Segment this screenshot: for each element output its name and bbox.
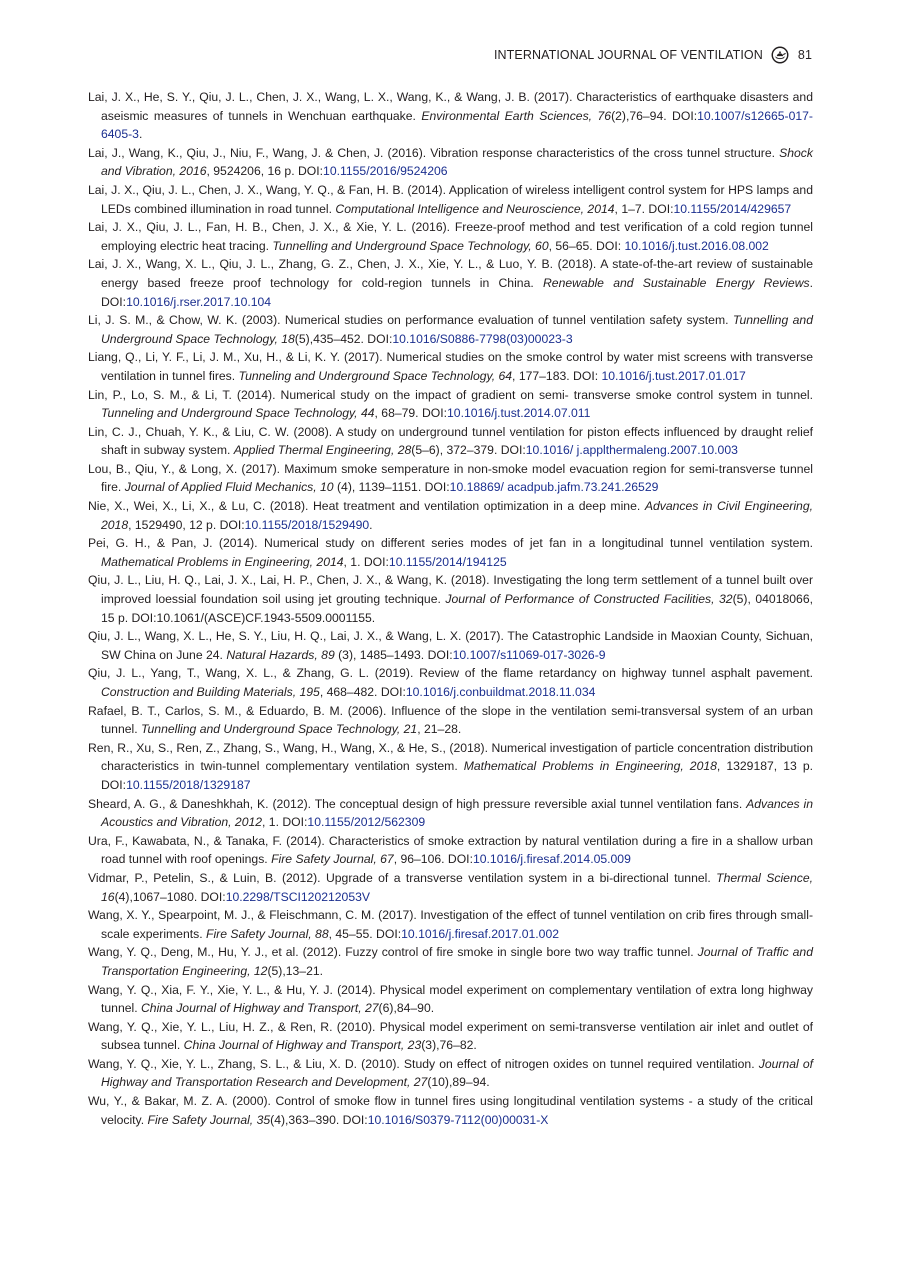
reference-text: , 1–7. DOI: xyxy=(614,201,674,216)
reference-text: , 56–65. DOI: xyxy=(548,238,625,253)
reference-text: , 177–183. DOI: xyxy=(512,368,602,383)
reference-list xyxy=(88,88,813,1129)
journal-name: Journal of Performance of Constructed Facilities, 32 xyxy=(445,592,733,607)
journal-name: Thermal Science, 16 xyxy=(101,870,813,904)
reference-entry xyxy=(88,981,813,1018)
reference-entry xyxy=(88,943,813,980)
reference-text: Ura, F., Kawabata, N., & Tanaka, F. (2014). Characteristics of smoke extraction by natural ventilation during a fire in a shallow urban road tunnel with roof openings. xyxy=(88,833,813,867)
doi-link[interactable]: 10.1155/2012/562309 xyxy=(307,815,426,830)
doi-link[interactable]: 10.1016/j.rser.2017.10.104 xyxy=(126,294,272,309)
reference-entry xyxy=(88,795,813,832)
journal-name: Renewable and Sustainable Energy Reviews xyxy=(542,275,810,290)
doi-link[interactable]: 10.1016/j.conbuildmat.2018.11.034 xyxy=(405,685,596,699)
reference-text: (4),1067–1080. DOI: xyxy=(114,889,226,904)
journal-name: Computational Intelligence and Neuroscience, 2014 xyxy=(335,201,615,216)
reference-text: , 468–482. DOI: xyxy=(319,685,406,699)
reference-text: (4), 1139–1151. DOI: xyxy=(333,480,450,495)
reference-entry xyxy=(88,832,813,869)
reference-entry xyxy=(88,423,813,460)
reference-text: (5), 04018066, 15 p. DOI:10.1061/(ASCE)CF.1943-5509.0001155. xyxy=(101,592,813,625)
journal-name: Fire Safety Journal, 67 xyxy=(271,852,394,867)
reference-text: Sheard, A. G., & Daneshkhah, K. (2012). The conceptual design of high pressure reversible axial tunnel ventilation fans. xyxy=(88,796,747,811)
reference-text: Lai, J., Wang, K., Qiu, J., Niu, F., Wang, J. & Chen, J. (2016). Vibration response characteristics of the cross tunnel structure. xyxy=(88,145,780,160)
journal-name: Tunneling and Underground Space Technology, 64 xyxy=(238,368,513,383)
doi-link[interactable]: 10.1155/2018/1529490 xyxy=(244,517,370,532)
reference-text: Lai, J. X., Wang, X. L., Qiu, J. L., Zhang, G. Z., Chen, J. X., Xie, Y. L., & Luo, Y. B. (2018). A state-of-the-art review of sustainable energy based freeze proof technology for cold-region tunnels in China. xyxy=(88,257,813,290)
reference-text: Pei, G. H., & Pan, J. (2014). Numerical study on different series modes of jet fan in a longitudinal tunnel ventilation system. xyxy=(88,536,813,551)
journal-name: Tunnelling and Underground Space Technology, 18 xyxy=(101,313,813,346)
doi-link[interactable]: 10.1016/j.firesaf.2017.01.002 xyxy=(401,926,560,941)
reference-text: Lin, C. J., Chuah, Y. K., & Liu, C. W. (2008). A study on underground tunnel ventilation for piston effects influenced by draught relief shaft in subway system. xyxy=(88,424,813,458)
reference-entry xyxy=(88,88,813,144)
reference-text: (10),89–94. xyxy=(427,1075,490,1090)
journal-name: Natural Hazards, 89 xyxy=(226,647,335,662)
doi-link[interactable]: 10.1016/j.tust.2016.08.002 xyxy=(624,238,769,253)
reference-entry xyxy=(88,534,813,571)
reference-entry xyxy=(88,571,813,627)
reference-text: , 45–55. DOI: xyxy=(328,926,402,941)
journal-name: Mathematical Problems in Engineering, 2014 xyxy=(101,554,344,569)
reference-text: Wang, Y. Q., Xie, Y. L., Zhang, S. L., & Liu, X. D. (2010). Study on effect of nitrogen oxides on tunnel required ventilation. xyxy=(88,1056,759,1071)
journal-name: Environmental Earth Sciences, 76 xyxy=(421,108,612,123)
reference-entry xyxy=(88,218,813,255)
reference-text: Rafael, B. T., Carlos, S. M., & Eduardo, B. M. (2006). Influence of the slope in the ventilation semi-transversal system of an urban tunnel. xyxy=(88,703,813,737)
reference-text: (3),76–82. xyxy=(421,1038,477,1053)
reference-text: . xyxy=(138,127,143,142)
doi-link[interactable]: 10.1016/S0886-7798(03)00023-3 xyxy=(392,331,573,346)
doi-link[interactable]: 10.1016/ j.applthermaleng.2007.10.003 xyxy=(525,443,738,458)
reference-text: Wang, Y. Q., Deng, M., Hu, Y. J., et al. (2012). Fuzzy control of fire smoke in single bore two way traffic tunnel. xyxy=(88,945,698,960)
reference-text: Qiu, J. L., Yang, T., Wang, X. L., & Zhang, G. L. (2019). Review of the flame retardancy on highway tunnel asphalt pavement. xyxy=(88,666,813,681)
reference-entry xyxy=(88,386,813,423)
reference-text: (5),435–452. DOI: xyxy=(294,331,393,346)
reference-text: (5),13–21. xyxy=(267,963,324,978)
reference-text: Lai, J. X., He, S. Y., Qiu, J. L., Chen, J. X., Wang, L. X., Wang, K., & Wang, J. B. (2017). Characteristics of earthquake disasters and aseismic measures of tunnels in Wenchuan earthquake. xyxy=(88,90,813,123)
journal-name: Journal of Applied Fluid Mechanics, 10 xyxy=(124,480,334,495)
reference-text: (2),76–94. DOI: xyxy=(611,108,698,123)
reference-text: Qiu, J. L., Liu, H. Q., Lai, J. X., Lai, H. P., Chen, J. X., & Wang, K. (2018). Investigating the long term settlement of a tunnel built over improved loessial foundation soil using jet grouting technique. xyxy=(88,573,813,607)
doi-link[interactable]: 10.1007/s12665-017-6405-3 xyxy=(101,108,813,142)
reference-text: Wang, Y. Q., Xia, F. Y., Xie, Y. L., & Hu, Y. J. (2014). Physical model experiment on complementary ventilation of extra long highway tunnel. xyxy=(88,982,813,1016)
journal-name: Journal of Traffic and Transportation Engineering, 12 xyxy=(101,945,813,978)
reference-text: Liang, Q., Li, Y. F., Li, J. M., Xu, H., & Li, K. Y. (2017). Numerical studies on the smoke control by water mist screens with transverse ventilation in tunnel fires. xyxy=(88,350,813,383)
doi-link[interactable]: 10.1016/S0379-7112(00)00031-X xyxy=(367,1112,549,1127)
reference-entry xyxy=(88,906,813,943)
journal-name: Tunnelling and Underground Space Technology, 60 xyxy=(272,238,549,253)
reference-text: (4),363–390. DOI: xyxy=(270,1112,368,1127)
doi-link[interactable]: 10.1155/2014/429657 xyxy=(673,201,792,216)
journal-name: Applied Thermal Engineering, 28 xyxy=(233,443,412,458)
reference-text: Ren, R., Xu, S., Ren, Z., Zhang, S., Wang, H., Wang, X., & He, S., (2018). Numerical investigation of particle concentration distribution characteristics in twin-tunnel complementary ventilation system. xyxy=(88,740,813,774)
reference-entry xyxy=(88,702,813,739)
reference-text: Wang, X. Y., Spearpoint, M. J., & Fleischmann, C. M. (2017). Investigation of the effect of tunnel ventilation on crib fires through small-scale experiments. xyxy=(88,908,813,941)
reference-text: . DOI: xyxy=(101,275,813,309)
journal-name: Advances in Civil Engineering, 2018 xyxy=(101,499,813,532)
reference-text: Qiu, J. L., Wang, X. L., He, S. Y., Liu, H. Q., Lai, J. X., & Wang, L. X. (2017). The Catastrophic Landside in Maoxian County, Sichuan, SW China on June 24. xyxy=(88,629,813,662)
doi-link[interactable]: 10.1155/2014/194125 xyxy=(388,554,507,569)
reference-text: , 96–106. DOI: xyxy=(393,852,473,867)
reference-entry xyxy=(88,181,813,218)
doi-link[interactable]: 10.1155/2016/9524206 xyxy=(323,164,448,179)
reference-text: , 1329187, 13 p. DOI: xyxy=(101,759,813,792)
running-header xyxy=(494,46,812,64)
reference-text: Li, J. S. M., & Chow, W. K. (2003). Numerical studies on performance evaluation of tunnel ventilation safety system. xyxy=(88,313,733,328)
reference-text: , 1529490, 12 p. DOI: xyxy=(128,517,245,532)
reference-entry xyxy=(88,497,813,534)
reference-text: , 1. DOI: xyxy=(262,815,308,830)
reference-text: Nie, X., Wei, X., Li, X., & Lu, C. (2018). Heat treatment and ventilation optimization in a deep mine. xyxy=(88,499,645,514)
reference-text: Wang, Y. Q., Xie, Y. L., Liu, H. Z., & Ren, R. (2010). Physical model experiment on semi-transverse ventilation air inlet and outlet of subsea tunnel. xyxy=(88,1019,813,1053)
journal-name: Journal of Highway and Transportation Research and Development, 27 xyxy=(101,1056,813,1090)
reference-entry xyxy=(88,348,813,385)
reference-entry xyxy=(88,1018,813,1055)
journal-name: Advances in Acoustics and Vibration, 2012 xyxy=(101,796,813,830)
reference-text: (5–6), 372–379. DOI: xyxy=(411,443,526,458)
journal-name: Fire Safety Journal, 88 xyxy=(206,926,329,941)
journal-name: Shock and Vibration, 2016 xyxy=(101,145,813,179)
page-number: 81 xyxy=(797,48,812,62)
reference-entry xyxy=(88,1055,813,1092)
reference-text: Wu, Y., & Bakar, M. Z. A. (2000). Control of smoke flow in tunnel fires using longitudinal ventilation systems - a study of the critical velocity. xyxy=(88,1094,813,1127)
reference-entry xyxy=(88,627,813,664)
reference-entry xyxy=(88,664,813,701)
reference-text: Lin, P., Lo, S. M., & Li, T. (2014). Numerical study on the impact of gradient on semi- transverse smoke control system in tunnel. xyxy=(88,387,813,402)
reference-text: , 9524206, 16 p. DOI: xyxy=(206,164,324,179)
reference-text: , 68–79. DOI: xyxy=(374,406,448,421)
lamp-icon xyxy=(771,46,789,64)
doi-link[interactable]: 10.1016/j.tust.2014.07.011 xyxy=(447,406,591,421)
reference-entry xyxy=(88,1092,813,1129)
reference-entry xyxy=(88,869,813,906)
reference-text: Lai, J. X., Qiu, J. L., Fan, H. B., Chen, J. X., & Xie, Y. L. (2016). Freeze-proof method and test verification of a cold region tunnel employing electric heat tracing. xyxy=(88,220,813,253)
journal-name: China Journal of Highway and Transport, 23 xyxy=(183,1038,422,1053)
doi-link[interactable]: 10.1016/j.firesaf.2014.05.009 xyxy=(472,852,631,867)
journal-name: Fire Safety Journal, 35 xyxy=(147,1112,271,1127)
doi-link[interactable]: 10.1155/2018/1329187 xyxy=(126,777,251,792)
journal-name: Construction and Building Materials, 195 xyxy=(101,685,320,699)
reference-entry xyxy=(88,144,813,181)
journal-name: Mathematical Problems in Engineering, 2018 xyxy=(463,759,717,774)
reference-text: , 1. DOI: xyxy=(343,554,389,569)
doi-link[interactable]: 10.1007/s11069-017-3026-9 xyxy=(452,647,606,662)
reference-text: (6),84–90. xyxy=(378,1001,435,1016)
journal-name: Tunneling and Underground Space Technology, 44 xyxy=(101,406,375,421)
journal-name: Tunnelling and Underground Space Technology, 21 xyxy=(140,722,418,737)
journal-name: China Journal of Highway and Transport, 27 xyxy=(140,1001,379,1016)
reference-entry xyxy=(88,255,813,311)
reference-text: , 21–28. xyxy=(417,722,462,737)
reference-entry xyxy=(88,739,813,795)
reference-text: . xyxy=(369,517,373,532)
reference-entry xyxy=(88,311,813,348)
doi-link[interactable]: 10.2298/TSCI120212053V xyxy=(225,889,371,904)
reference-text: Vidmar, P., Petelin, S., & Luin, B. (2012). Upgrade of a transverse ventilation system in a bi-directional tunnel. xyxy=(88,870,717,885)
reference-text: Lou, B., Qiu, Y., & Long, X. (2017). Maximum smoke semperature in non-smoke model evacuation region for semi-transverse tunnel fire. xyxy=(88,461,813,495)
journal-title: INTERNATIONAL JOURNAL OF VENTILATION xyxy=(493,48,763,62)
doi-link[interactable]: 10.1016/j.tust.2017.01.017 xyxy=(601,368,746,383)
reference-text: Lai, J. X., Qiu, J. L., Chen, J. X., Wang, Y. Q., & Fan, H. B. (2014). Application of wireless intelligent control system for HPS lamps and LEDs combined illumination in road tunnel. xyxy=(88,182,813,216)
reference-entry xyxy=(88,460,813,497)
reference-text: (3), 1485–1493. DOI: xyxy=(334,647,453,662)
doi-link[interactable]: 10.18869/ acadpub.jafm.73.241.26529 xyxy=(449,480,659,495)
